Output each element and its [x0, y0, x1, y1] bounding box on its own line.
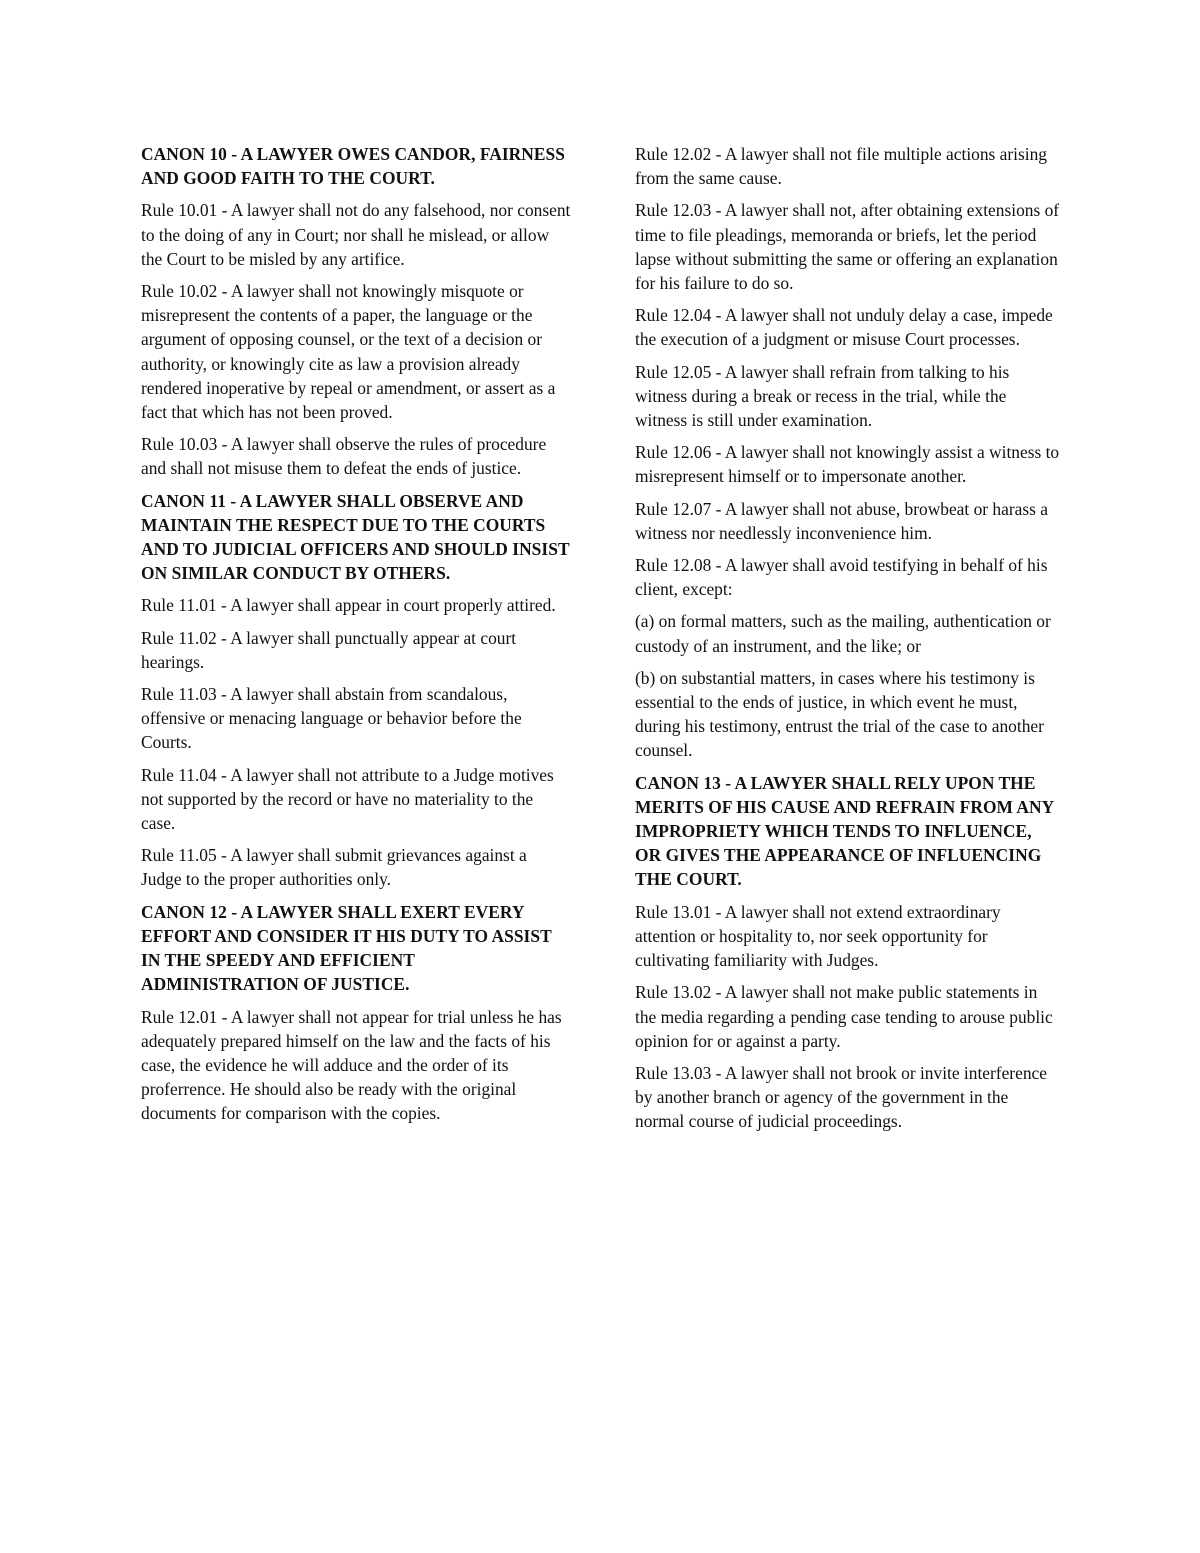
- rule-12-03: Rule 12.03 - A lawyer shall not, after obtaining extensions of time to file pleadings, memoranda or briefs, let the period lapse without submitting the same or offering an explanation for his failure to do so.: [635, 200, 1060, 294]
- rule-13-03: Rule 13.03 - A lawyer shall not brook or invite interference by another branch or agency of the government in the normal course of judicial proceedings.: [635, 1062, 1047, 1132]
- rule-12-07: Rule 12.07 - A lawyer shall not abuse, browbeat or harass a witness nor needlessly inconvenience him.: [635, 498, 1048, 543]
- canon-10-heading: CANON 10 - A LAWYER OWES CANDOR, FAIRNESS AND GOOD FAITH TO THE COURT.: [141, 144, 565, 189]
- rule-11-02: Rule 11.02 - A lawyer shall punctually appear at court hearings.: [141, 627, 517, 672]
- rule-11-01: Rule 11.01 - A lawyer shall appear in court properly attired.: [141, 595, 556, 616]
- rule-12-01: Rule 12.01 - A lawyer shall not appear for trial unless he has adequately prepared himself on the law and the facts of his case, the evidence he will adduce and the order of its proferrence. He should also be ready with the original documents for comparison with the copies.: [141, 1006, 562, 1124]
- rule-12-08: Rule 12.08 - A lawyer shall avoid testifying in behalf of his client, except:: [635, 555, 1048, 600]
- rule-12-05: Rule 12.05 - A lawyer shall refrain from talking to his witness during a break or recess in the trial, while the witness is still under examination.: [635, 361, 1010, 431]
- rule-12-04: Rule 12.04 - A lawyer shall not unduly delay a case, impede the execution of a judgment or misuse Court processes.: [635, 305, 1053, 350]
- rule-10-02: Rule 10.02 - A lawyer shall not knowingly misquote or misrepresent the contents of a paper, the language or the argument of opposing counsel, or the text of a decision or authority, or knowingly cite as law a provision already rendered inoperative by repeal or amendment, or assert as a fact that which has not been proved.: [141, 281, 556, 423]
- rule-11-04: Rule 11.04 - A lawyer shall not attribute to a Judge motives not supported by the record or have no materiality to the case.: [141, 764, 554, 834]
- rule-13-02: Rule 13.02 - A lawyer shall not make public statements in the media regarding a pending case tending to arouse public opinion for or against a party.: [635, 982, 1053, 1051]
- left-column: [141, 142, 571, 1134]
- canon-13-heading: CANON 13 - A LAWYER SHALL RELY UPON THE MERITS OF HIS CAUSE AND REFRAIN FROM ANY IMPROPRIETY WHICH TENDS TO INFLUENCE, OR GIVES THE APPEARANCE OF INFLUENCING THE COURT.: [635, 772, 1054, 890]
- rule-11-03: Rule 11.03 - A lawyer shall abstain from scandalous, offensive or menacing language or behavior before the Courts.: [141, 684, 522, 753]
- rule-12-02: Rule 12.02 - A lawyer shall not file multiple actions arising from the same cause.: [635, 144, 1047, 189]
- rule-13-01: Rule 13.01 - A lawyer shall not extend extraordinary attention or hospitality to, nor seek opportunity for cultivating familiarity with Judges.: [635, 901, 1001, 971]
- rule-10-01: Rule 10.01 - A lawyer shall not do any falsehood, nor consent to the doing of any in Court; nor shall he mislead, or allow the Court to be misled by any artifice.: [141, 200, 571, 269]
- rule-11-05: Rule 11.05 - A lawyer shall submit grievances against a Judge to the proper authorities only.: [141, 845, 527, 890]
- canon-12-heading: CANON 12 - A LAWYER SHALL EXERT EVERY EFFORT AND CONSIDER IT HIS DUTY TO ASSIST IN THE SPEEDY AND EFFICIENT ADMINISTRATION OF JUSTICE.: [141, 901, 552, 995]
- rule-12-08-item-b: (b) on substantial matters, in cases where his testimony is essential to the ends of justice, in which event he must, during his testimony, entrust the trial of the case to another counsel.: [635, 667, 1044, 761]
- rule-12-06: Rule 12.06 - A lawyer shall not knowingly assist a witness to misrepresent himself or to impersonate another.: [635, 442, 1060, 487]
- rule-12-08-item-a: (a) on formal matters, such as the mailing, authentication or custody of an instrument, and the like; or: [635, 611, 1051, 656]
- right-column: [635, 142, 1060, 1142]
- canon-11-heading: CANON 11 - A LAWYER SHALL OBSERVE AND MAINTAIN THE RESPECT DUE TO THE COURTS AND TO JUDICIAL OFFICERS AND SHOULD INSIST ON SIMILAR CONDUCT BY OTHERS.: [141, 490, 570, 584]
- rule-10-03: Rule 10.03 - A lawyer shall observe the rules of procedure and shall not misuse them to defeat the ends of justice.: [141, 434, 547, 479]
